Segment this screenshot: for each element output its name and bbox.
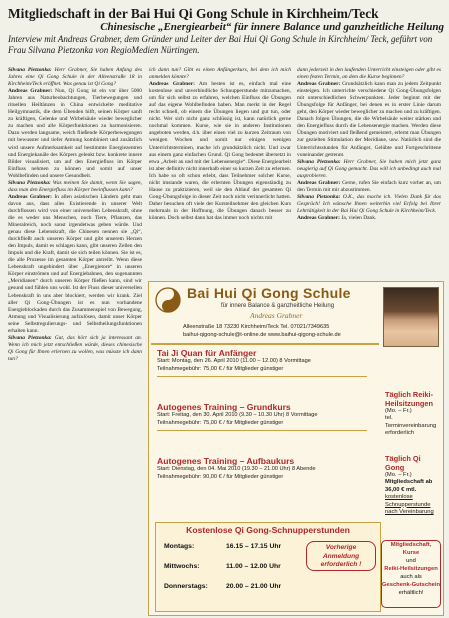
reiki-offer: [385, 390, 441, 438]
course-line: Teilnahmegebühr: 75,00 € / für Mitglieder günstiger: [157, 419, 284, 426]
ad-address: Alleenstraße 18 73230 Kirchheim/Teck Tel. 07021/7349635: [183, 324, 330, 330]
interview-paragraph: [297, 159, 441, 180]
speaker-name: Andreas Grabner:: [297, 214, 340, 221]
gift-line: auch als: [400, 574, 422, 580]
interview-paragraph: [8, 335, 142, 363]
paragraph-text: In allen asiatischen Ländern geht man davon aus, dass alles Existierende in unserer Welt durchflossen wird von einer universellen Lebenskraft, ohne die es weder uns Menschen, noch Tiere, Pflanzen, das Mineralreich, noch sonst irgendetwas geben würde. Und genau diese Lebenskraft, die Chinesen nennen sie „Qi“, durchfließt auch unseren Körper und gibt unserem Herzen den Impuls, damit es schlagen kann, gibt unseren Zellen den Impuls und die Kraft, damit sie sich teilen können. Sie ist es, die alle Prozesse im gesamten Körper antreibt. Wenn diese Lebenskraft ungehindert über „Energietore“ in unseren Körper einströmen und auf Energiebahnen, den sogenannten „Meridianen“ durch unseren Körper fließen kann, sind wir gesund und fühlen uns wohl. Ist der Fluss dieser universellen Lebenskraft in uns aber blockiert, werden wir krank. Ziel aller Qi Gong-Übungen ist es nun vorhandene Energieblockaden durch das Zusammenspiel von Bewegung, Atmung und Visualisierung aufzulösen, damit unser Körper seine Selbstregulierungs- und Selbstheilungsfunktionen erhalten kann.: [8, 193, 142, 334]
gift-voucher-box: [381, 540, 441, 608]
speaker-name: Andreas Grabner:: [297, 179, 341, 186]
speaker-name: Silvana Pietzonka:: [8, 67, 52, 73]
course-block-autogenes-grund: [157, 402, 373, 431]
interview-paragraph: [297, 67, 441, 81]
reiki-days: (Mo. – Fr.): [385, 408, 412, 414]
portrait-photo: [383, 287, 439, 347]
gift-line: Reiki-Heilsitzungen: [384, 566, 438, 572]
free-trial-row: Mittwochs: 11.00 – 12.00 Uhr: [164, 563, 281, 570]
gift-line: Mitgliedschaft, Kurse: [390, 542, 432, 556]
gift-line: Geschenk-Gutschein: [382, 582, 440, 588]
gift-line: und: [406, 558, 416, 564]
article-subtitle: Chinesische „Energiearbeit“ für innere Balance und ganzheitliche Heilung: [100, 21, 444, 33]
speaker-name: Andreas Grabner:: [8, 88, 53, 95]
free-trial-row: Donnerstags: 20.00 – 21.00 Uhr: [164, 583, 282, 590]
course-block-autogenes-aufbau: [157, 456, 373, 481]
course-line: Start: Freitag, den 30. April 2010 (9.30 – 10.30 Uhr) 8 Vormittage: [157, 412, 318, 418]
qigong-days: (Mo. – Fr.): [385, 472, 412, 478]
qigong-title: Täglich Qi Gong: [385, 454, 421, 472]
interview-paragraph: [8, 67, 142, 88]
paragraph-text: dann jederzeit in den laufenden Unterricht einsteigen oder gibt es einen festen Termin, an dem die Kurse beginnen?: [297, 67, 441, 81]
course-line: Teilnahmegebühr: 75,00 € / für Mitglieder günstiger: [157, 365, 284, 372]
interview-paragraph: [297, 180, 441, 194]
interview-paragraph: [8, 180, 142, 194]
school-advertisement: [148, 281, 444, 616]
speaker-name: Andreas Grabner:: [8, 193, 52, 200]
speaker-name: Silvana Pietzonka:: [8, 334, 52, 341]
paragraph-text: Grundsätzlich kann man zu jedem Zeitpunkt einsteigen. Ich unterrichte verschiedene Qi Gong-Übungsfolgen mit unterschiedlichen Schwerpunkten. Jeder beginnt mit der Übungsfolge für Anfänger, bei denen es in erster Linie darum geht, den Körper wieder beweglicher zu machen und zu kräftigen. Danach folgen Übungen, die die Wirbelsäule weiter stärken und den Energiefluss durch die Lebensenergie machen. Werden diese Übungen motiviert und fleißend gemeistert, erlernt man Übungen zur gezielten Stimulation der Meridiane, usw. Natürlich sind die Unterrichtsstunden für Anfänger, Gelübte und Fortgeschrittene voneinander getrennt.: [297, 81, 441, 158]
ad-person-name: Andreas Grabner: [250, 311, 303, 320]
paragraph-text: Herr Grabner, Sie haben Anfang des Jahres eine Qi Gong Schule in der Alleenstraße 18 in Kirchheim/Teck eröffnet. Was genau ist Qi Gong?: [8, 67, 142, 88]
article-title: Mitgliedschaft in der Bai Hui Qi Gong Schule in Kirchheim/Teck: [8, 6, 379, 21]
course-title: Autogenes Training – Grundkurs: [157, 402, 291, 412]
paragraph-text: Herr Grabner, Sie haben mich jetzt ganz neugierig auf Qi Gong gemacht. Das will ich unbedingt auch mal ausprobieren.: [297, 158, 441, 179]
article-column-2: [149, 67, 291, 277]
course-divider: [157, 430, 367, 431]
course-divider: [157, 376, 367, 377]
reiki-title: Täglich Reiki-Heilsitzungen: [385, 390, 434, 408]
interview-paragraph: [8, 88, 142, 180]
qigong-offer: [385, 454, 441, 516]
interview-paragraph: [8, 194, 142, 335]
paragraph-text: ich dann tun? Gibt es einen Anfängerkurs, bei dem ich mich anmelden könnte?: [149, 67, 291, 81]
reiki-note: tel. Terminvereinbarung erforderlich: [385, 415, 437, 437]
article-intro: Interview mit Andreas Grabner, dem Gründer und Leiter der Bai Hui Qi Gong Schule in Kirchheim/ Teck, geführt von Frau Silvana Pietzonka von RegioMedien Nürtingen.: [8, 34, 433, 55]
speaker-name: Silvana Pietzonka:: [297, 158, 341, 165]
gift-line: erhältlich!: [398, 590, 424, 596]
speaker-name: Andreas Grabner:: [149, 81, 195, 88]
paragraph-text: Ja, vielen Dank.: [339, 214, 377, 221]
free-trial-box: [155, 522, 381, 612]
free-trial-row: Montags: 16.15 – 17.15 Uhr: [164, 543, 282, 550]
interview-paragraph: [297, 215, 441, 222]
ad-contact-web: baihui-qigong-schule@t-online.de www.baihui-qigong-schule.de: [183, 332, 341, 338]
paragraph-text: Am besten ist es, einfach mal eine kostenlose und unverbindliche Schnupperstunde mitzumachen, um für sich selbst zu erfahren, welchen Einfluss die Übungen auf das eigene Wohlbefinden haben. Man merkt in der Regel recht schnell, ob einem die Übungen liegen und gut tun, oder nicht. Wer sich nicht ganz schlüssig ist, kann natürlich gerne nochmal kommen. Kurse, wie sie in anderen Institutionen angeboten werden, d.h. über einen viel zu kurzen Zeitraum von wenigen Wochen und somit nur einigen wenigen Unterrichtsterminen, mache ich grundsätzlich nicht. Und zwar aus einem ganz einfachen Grund. Qi Gong bedeutet übersetzt in etwa „Arbeit an und mit der Lebensenergie“. Diese Energiearbeit ist aber definitiv nicht innerhalb einer so kurzen Zeit zu erlernen. Ich habe so oft schon erlebt, dass Teilnehmer solcher Kurse, nicht imstande waren, die erlernten Übungen eigenständig zu Hause zu praktizieren, weil sie den Ablauf der gesamten Qi Gong-Übungsfolge in dieser Zeit noch nicht verinnerlicht hatten. Daher besuchen oft viele der Kursteilnehmer den gleichen Kurs mehrmals in der Hoffnung, die Übungen danach besser zu können. Doch selbst dann hat das immer noch nichts mit: [149, 81, 291, 221]
paragraph-text: Was meinen Sie damit, wenn Sie sagen, dass man den Energiefluss im Körper beeinflussen kann?: [8, 179, 142, 193]
course-title: Tai Ji Quan für Anfänger: [157, 348, 257, 358]
ad-tagline: für innere Balance & ganzheitliche Heilung: [221, 303, 335, 309]
interview-paragraph: [149, 67, 291, 81]
course-line: Start: Dienstag, den 04. Mai 2010 (19.30 – 21.00 Uhr) 8 Abende: [157, 466, 316, 472]
interview-paragraph: [149, 81, 291, 222]
speaker-name: Silvana Pietzonka:: [8, 179, 51, 186]
course-block-tai-ji: [157, 348, 373, 377]
paragraph-text: O.K., das mache ich. Vielen Dank für das Gespräch! Ich wünsche Ihnen weiterhin viel Erfolg bei Ihrer Lehrtätigkeit in der Bai Hui Qi Gong Schule in Kirchheim/Teck.: [297, 193, 441, 214]
qigong-trial-note: kostenlose Schnupperstunde nach Vereinbarung: [385, 494, 434, 516]
article-column-1: [8, 67, 142, 614]
qigong-price: Mitgliedschaft ab 36,00 € mtl.: [385, 479, 433, 493]
course-title: Autogenes Training – Aufbaukurs: [157, 456, 295, 466]
paragraph-text: Nun, Qi Gong ist ein vor über 5000 Jahren aus Naturbeobachtungen, Tierbewegungen und rituellen Heiltänzen in China entwickelte meditative Heilgymnastik, die dem Übenden hilft, seinen Körper sanft zu kräftigen, Gelenke und Wirbelsäule wieder beweglicher zu machen und alle Körperfunktionen zu harmonisieren. Dazu werden langsame, weich fließende Körperbewegungen mit bewusster und tiefer Atmung kombiniert und zusätzlich wird unsere Aufmerksamkeit auf bestimmte Energiezentren und Energiekanäle des Körpers gelenkt bzw. konkrete innere Bilder visualisiert, um auf den Energiefluss im Körper Einfluss nehmen zu können und somit auf unser Wohlbefinden und unsere Gesundheit.: [8, 88, 142, 179]
free-trial-title: Kostenlose Qi Gong-Schnupperstunden: [186, 525, 350, 535]
yin-yang-logo-icon: [155, 287, 181, 313]
course-line: Start: Montag, den 26. April 2010 (11.00 – 12.00) 8 Vormittage: [157, 358, 311, 364]
article-column-3: [297, 67, 441, 277]
speaker-name: Andreas Grabner:: [297, 81, 341, 88]
ad-brand-name: Bai Hui Qi Gong Schule: [187, 285, 351, 301]
registration-note: Vorherige Anmeldung erforderlich !: [306, 541, 376, 571]
speaker-name: Silvana Pietzonka:: [297, 193, 341, 200]
interview-paragraph: [297, 194, 441, 215]
paragraph-text: Gerne, rufen Sie einfach kurz vorher an, um den Termin mit mir abzustimmen.: [297, 179, 441, 193]
ad-divider: [151, 343, 379, 345]
interview-paragraph: [297, 81, 441, 159]
course-line: Teilnahmegebühr: 90,00 € / für Mitglieder günstiger: [157, 473, 284, 480]
paragraph-text: Gut, das hört sich ja interessant an. Wenn ich mich jetzt entschließen würde, dieses chinesische Qi Gong für Ihnen erlernen zu wollen, was müsste ich dann tun?: [8, 334, 142, 362]
